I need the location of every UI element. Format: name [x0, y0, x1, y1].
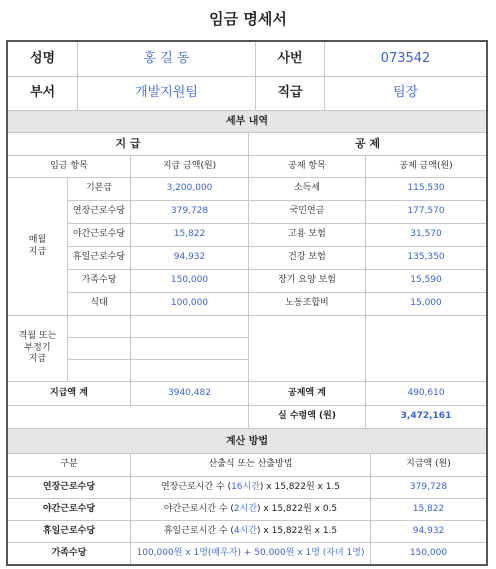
formula-text: 연장근로시간 수 ( [160, 481, 232, 492]
blank-cell [68, 360, 131, 382]
pay-item-name: 식대 [68, 293, 131, 316]
formula-hours: 16시간 [231, 481, 260, 492]
blank-cell [8, 406, 249, 429]
calc-row-amount: 150,000 [409, 547, 448, 558]
formula-text: ) x 15,822원 x 0.5 [257, 503, 338, 514]
calc-row-amount: 379,728 [371, 477, 486, 499]
deduct-header: 공 제 [249, 133, 486, 156]
blank-cell [249, 316, 366, 382]
pay-item-name: 기본급 [68, 178, 131, 201]
calc-row-amount: 15,822 [371, 499, 486, 521]
deduct-item-name: 소득세 [249, 178, 366, 201]
formula-text: 야간근로시간 수 ( [163, 503, 234, 514]
formula-hours: 4시간 [233, 525, 258, 536]
pay-total-label: 지급액 계 [8, 382, 131, 406]
irregular-pay-label: 격월 또는 부정기 지급 [8, 316, 68, 382]
dept-value: 개발지원팀 [78, 77, 256, 111]
calc-row-type: 야간근로수당 [8, 499, 131, 521]
calc-row-amount: 94,932 [371, 521, 486, 543]
calc-row-formula [131, 521, 371, 543]
position-value: 팀장 [325, 77, 486, 111]
formula-text: ) x 15,822원 x 1.5 [259, 481, 341, 492]
pay-item-name: 연장근로수당 [68, 201, 131, 224]
deduct-item-name: 국민연금 [249, 201, 366, 224]
name-value: 홍 길 동 [78, 42, 256, 77]
calc-row-formula [131, 477, 371, 499]
pay-header: 지 급 [8, 133, 249, 156]
id-label: 사번 [256, 42, 325, 77]
document-title: 임금 명세서 [209, 10, 287, 28]
calc-amount-col-header: 지급액 (원) [371, 454, 486, 477]
deduct-item-amount: 115,530 [366, 178, 486, 201]
deduct-total-value: 490,610 [366, 382, 486, 406]
deduct-item-name: 노동조합비 [249, 293, 366, 316]
pay-item-amount: 3,200,000 [131, 178, 249, 201]
dept-label: 부서 [8, 77, 78, 111]
monthly-pay-label: 매월 지급 [8, 178, 68, 316]
calc-row-type: 연장근로수당 [8, 477, 131, 499]
pay-item-name: 휴일근로수당 [68, 247, 131, 270]
payslip-grid [8, 42, 486, 564]
deduct-item-amount: 15,590 [366, 270, 486, 293]
calc-row-formula [131, 499, 371, 521]
formula-hours: 2시간 [233, 503, 258, 514]
id-value: 073542 [325, 42, 486, 77]
blank-cell [68, 338, 131, 360]
pay-total-value: 3940,482 [131, 382, 249, 406]
deduct-item-amount: 31,570 [366, 224, 486, 247]
blank-cell [68, 316, 131, 338]
calc-row-type: 휴일근로수당 [8, 521, 131, 543]
pay-item-name: 가족수당 [68, 270, 131, 293]
deduct-item-amount: 15,000 [366, 293, 486, 316]
blank-cell [131, 360, 249, 382]
deduct-total-label: 공제액 계 [249, 382, 366, 406]
calc-formula-col-header: 산출식 또는 산출방법 [131, 454, 371, 477]
pay-item-col-header: 임금 항목 [8, 156, 131, 178]
calc-header: 계산 방법 [8, 429, 486, 454]
position-label: 직급 [256, 77, 325, 111]
pay-item-amount: 100,000 [131, 293, 249, 316]
name-label: 성명 [8, 42, 78, 77]
net-pay-label: 실 수령액 (원) [249, 406, 366, 429]
calc-type-col-header: 구분 [8, 454, 131, 477]
calc-row-formula: 100,000원 x 1명(배우자) + 50,000원 x 1명 (자녀 1명) [131, 543, 371, 564]
pay-item-amount: 379,728 [131, 201, 249, 224]
pay-item-amount: 94,932 [131, 247, 249, 270]
deduct-item-name: 고용 보험 [249, 224, 366, 247]
deduct-item-name: 건강 보험 [249, 247, 366, 270]
net-pay-value: 3,472,161 [366, 406, 486, 429]
deduct-item-name: 장기 요양 보험 [249, 270, 366, 293]
deduct-item-amount: 177,570 [366, 201, 486, 224]
calc-row-type: 가족수당 [8, 543, 131, 564]
details-header: 세부 내역 [8, 111, 486, 133]
payslip-sheet [6, 40, 488, 566]
pay-item-amount: 150,000 [131, 270, 249, 293]
pay-amount-col-header: 지급 금액(원) [131, 156, 249, 178]
pay-item-name: 야간근로수당 [68, 224, 131, 247]
pay-item-amount: 15,822 [131, 224, 249, 247]
deduct-amount-col-header: 공제 금액(원) [366, 156, 486, 178]
blank-cell [366, 316, 486, 382]
formula-text: ) x 15,822원 x 1.5 [257, 525, 338, 536]
blank-cell [131, 316, 249, 338]
blank-cell [131, 338, 249, 360]
formula-text: 휴일근로시간 수 ( [163, 525, 234, 536]
deduct-item-amount: 135,350 [366, 247, 486, 270]
deduct-item-col-header: 공제 항목 [249, 156, 366, 178]
